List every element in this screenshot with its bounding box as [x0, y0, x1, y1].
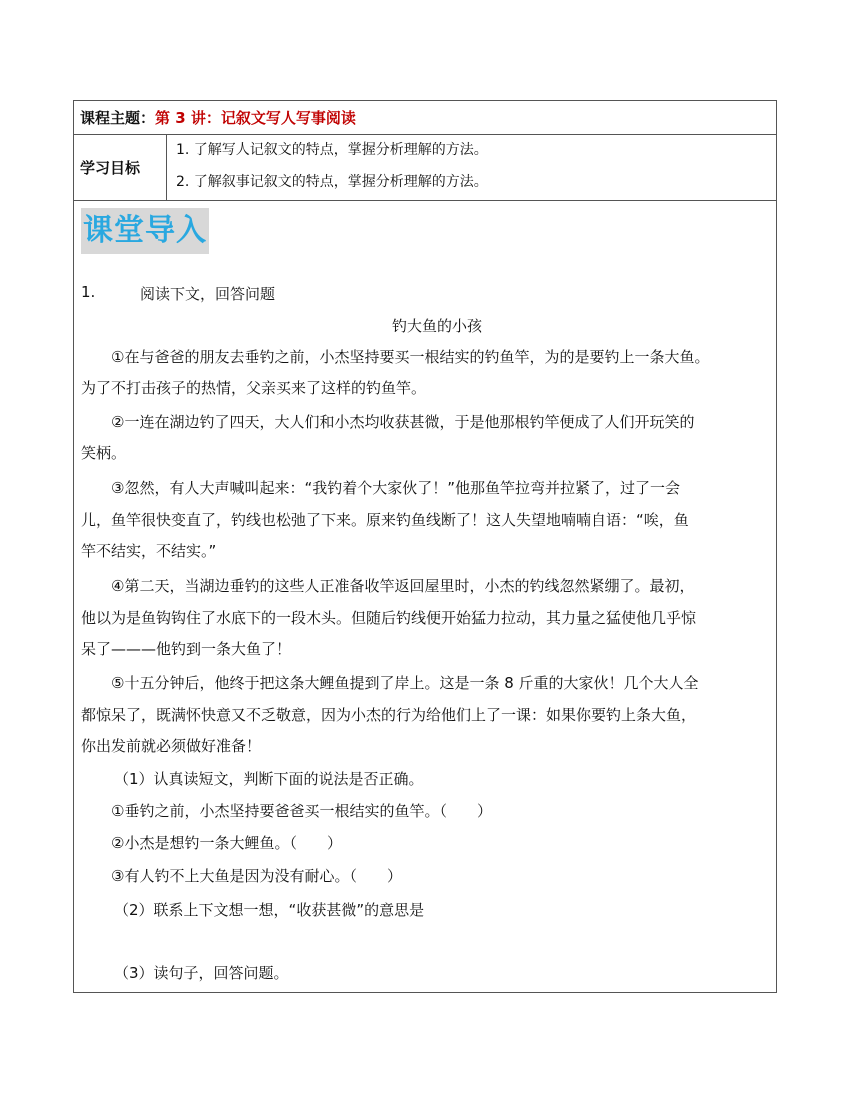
passage-line: ①在与爸爸的朋友去垂钓之前，小杰坚持要买一根结实的钓鱼竿，为的是要钓上一条大鱼。	[111, 348, 710, 366]
topic-row	[74, 101, 776, 135]
cell-divider	[166, 135, 167, 201]
question-number: 1.	[81, 283, 96, 301]
passage-line: ②一连在湖边钓了四天，大人们和小杰均收获甚微，于是他那根钓竿便成了人们开玩笑的	[111, 413, 695, 431]
passage-line: 为了不打击孩子的热情，父亲买来了这样的钓鱼竿。	[81, 379, 427, 397]
goal-label: 学习目标	[80, 159, 141, 177]
goal-item: 2. 了解叙事记叙文的特点，掌握分析理解的方法。	[176, 174, 488, 190]
lesson-frame	[73, 100, 777, 993]
topic-value: 第 3 讲：记叙文写人写事阅读	[155, 109, 356, 127]
passage-line: 你出发前就必须做好准备！	[81, 737, 262, 755]
question-instruction: 阅读下文，回答问题	[140, 285, 276, 303]
passage-title: 钓大鱼的小孩	[392, 317, 483, 335]
sub-question-1: （1）认真读短文，判断下面的说法是否正确。	[114, 770, 424, 788]
sub-question-2: （2）联系上下文想一想，“收获甚微”的意思是	[114, 901, 425, 919]
passage-line: 都惊呆了，既满怀快意又不乏敬意，因为小杰的行为给他们上了一课：如果你要钓上条大鱼，	[81, 706, 697, 724]
sub-question-3: （3）读句子，回答问题。	[114, 964, 289, 982]
passage-line: 儿，鱼竿很快变直了，钓线也松弛了下来。原来钓鱼线断了！这人失望地喃喃自语：“唉，鱼	[81, 511, 689, 529]
passage-line: 呆了———他钓到一条大鱼了！	[81, 640, 292, 658]
passage-line: 笑柄。	[81, 444, 127, 462]
passage-line: ④第二天，当湖边垂钓的这些人正准备收竿返回屋里时，小杰的钓线忽然紧绷了。最初，	[111, 577, 695, 595]
passage-line: 竿不结实，不结实。”	[81, 542, 217, 560]
judge-item[interactable]: ③有人钓不上大鱼是因为没有耐心。（ ）	[111, 867, 402, 885]
judge-item[interactable]: ①垂钓之前，小杰坚持要爸爸买一根结实的鱼竿。（ ）	[111, 802, 492, 820]
section-title: 课堂导入	[81, 208, 209, 254]
passage-line: ③忽然，有人大声喊叫起来：“我钓着个大家伙了！”他那鱼竿拉弯并拉紧了，过了一会	[111, 479, 680, 497]
course-topic	[80, 107, 356, 128]
passage-line: ⑤十五分钟后，他终于把这条大鲤鱼提到了岸上。这是一条 8 斤重的大家伙！几个大人全	[111, 674, 699, 692]
judge-item[interactable]: ②小杰是想钓一条大鲤鱼。（ ）	[111, 834, 342, 852]
topic-label: 课程主题：	[80, 109, 156, 127]
goals-row	[74, 135, 776, 201]
goal-item: 1. 了解写人记叙文的特点，掌握分析理解的方法。	[176, 142, 488, 158]
passage-line: 他以为是鱼钩钩住了水底下的一段木头。但随后钓线便开始猛力拉动，其力量之猛使他几乎惊	[81, 609, 697, 627]
